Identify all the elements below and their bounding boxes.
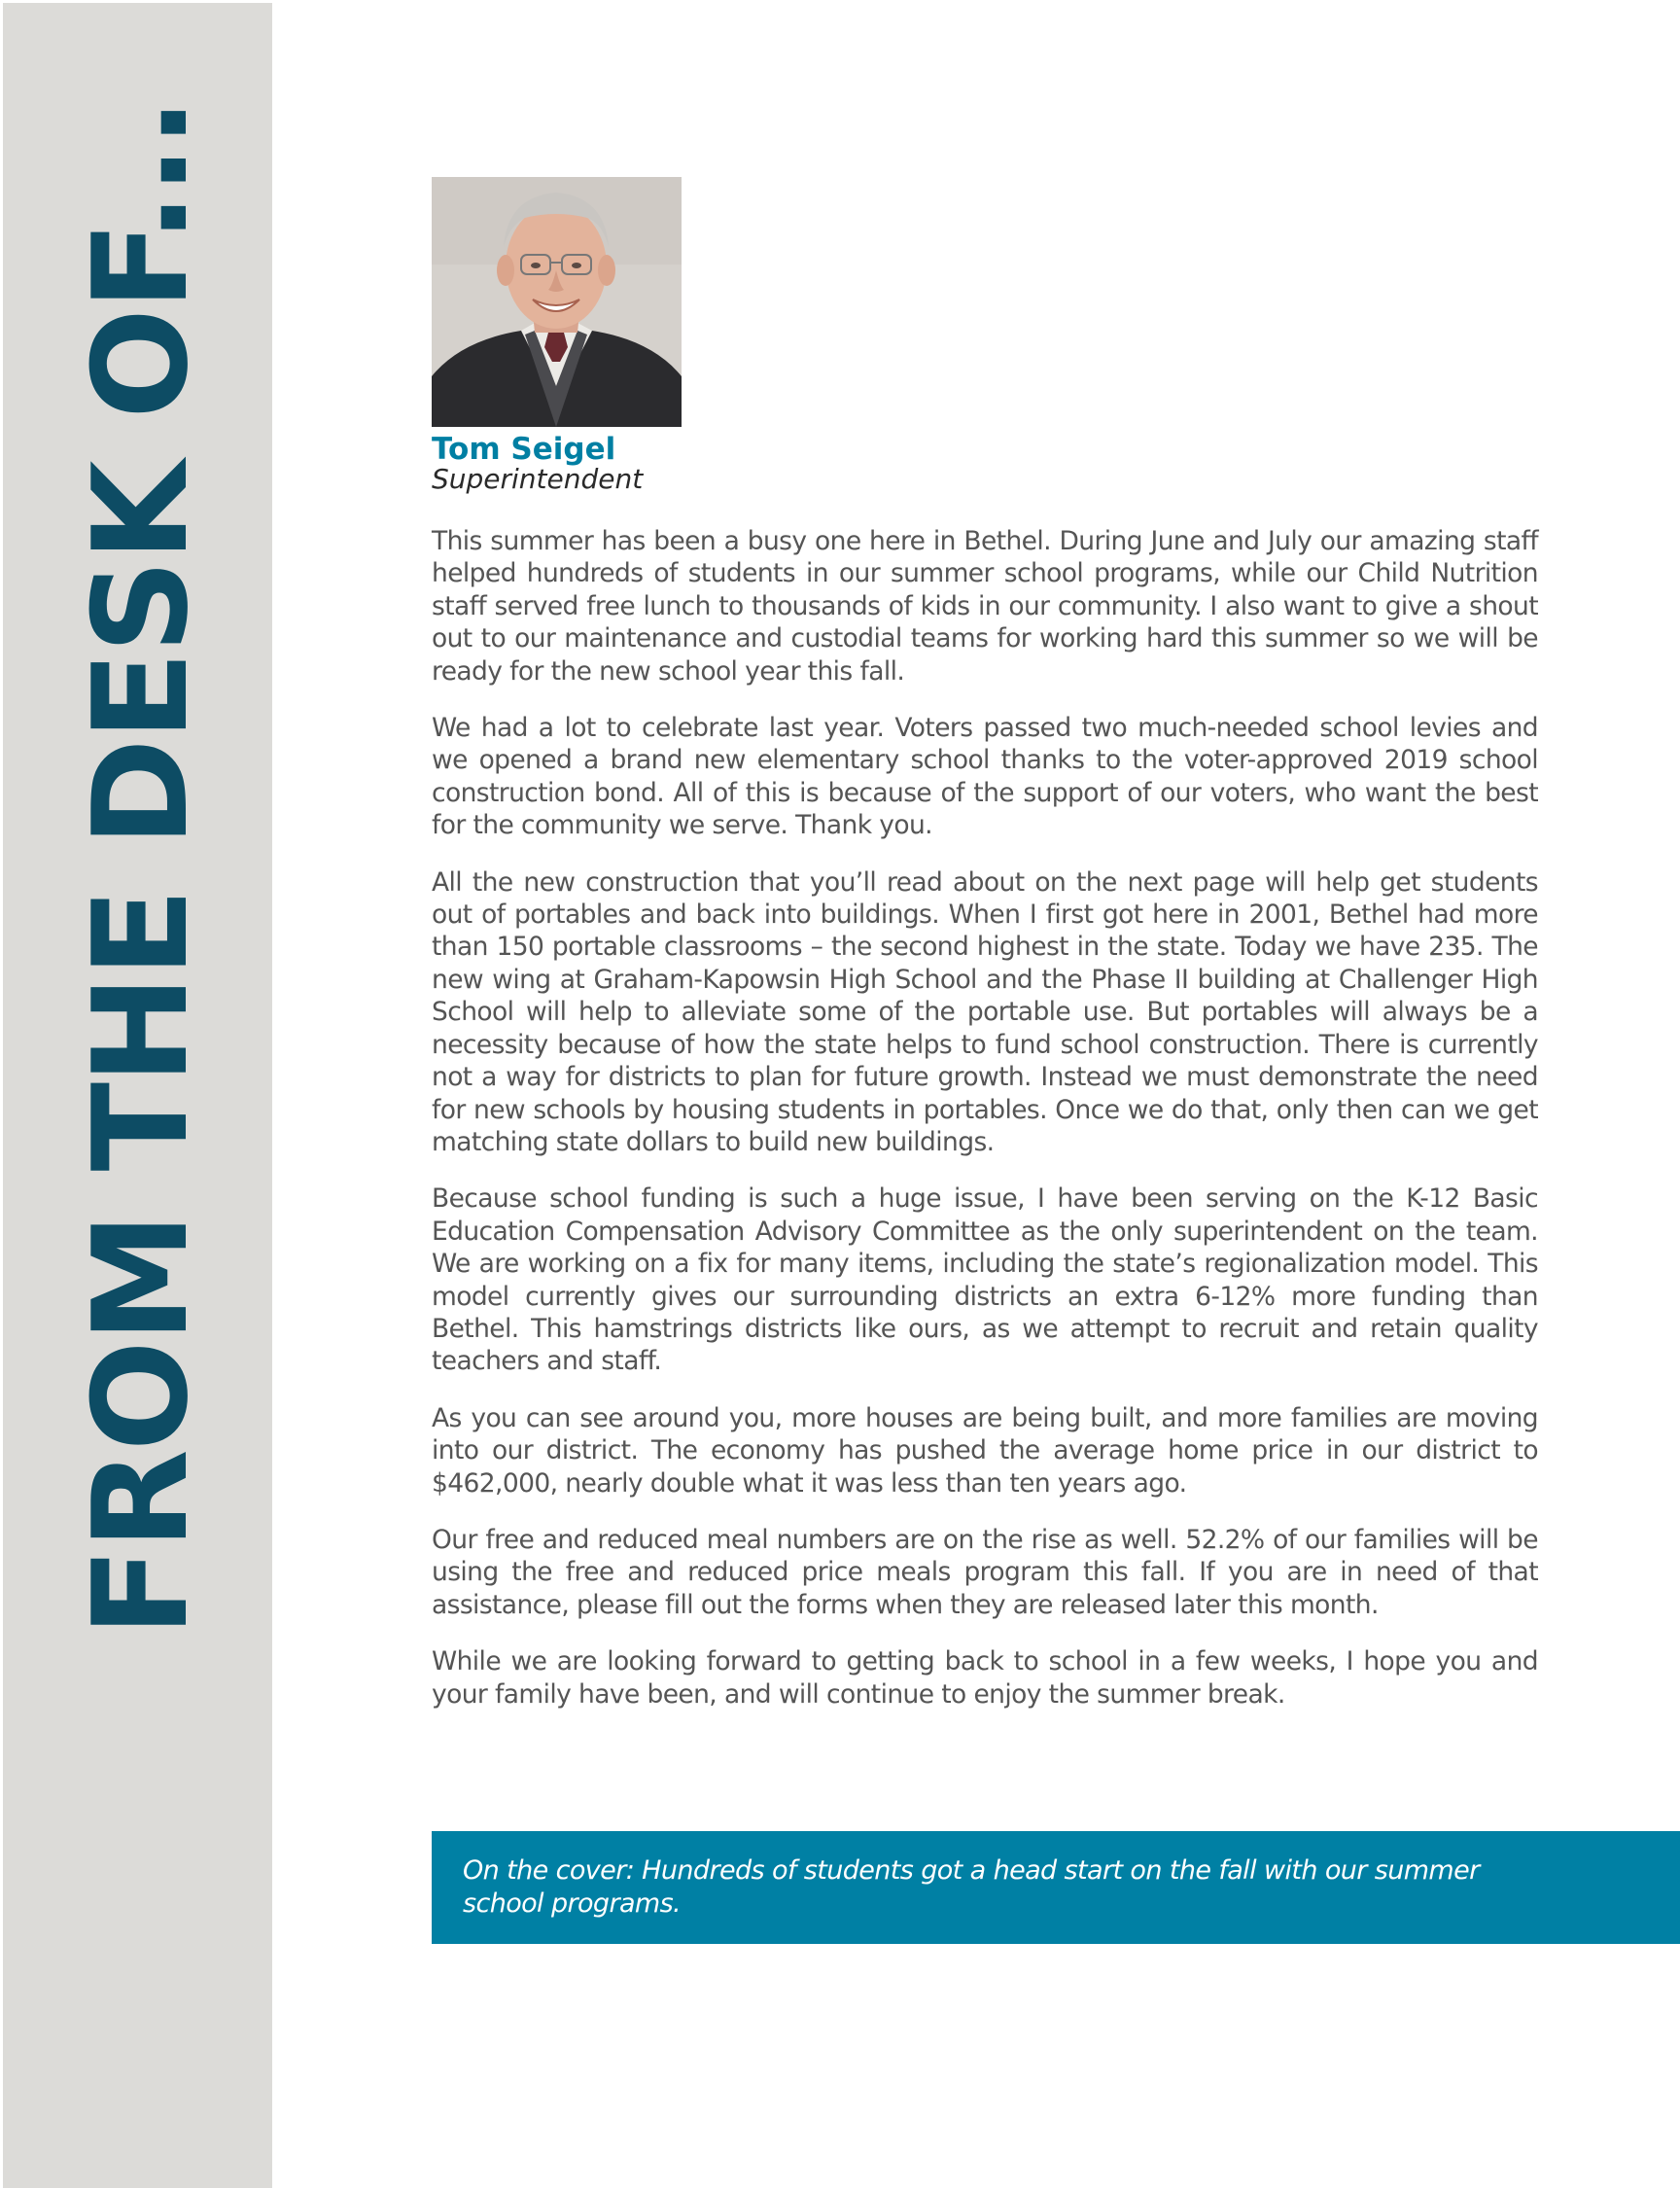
letter-paragraph: All the new construction that you’ll read about on the next page will help get students out of portables and back into buildings. When I first got here in 2001, Bethel had more than 150 portable classrooms – the second highest in the state. Today we have 235. The new wing at Graham-Kapowsin High School and the Phase II building at Challenger High School will help to alleviate some of the portable use. But portables will always be a necessity because of how the state helps to fund school construction. There is currently not a way for districts to plan for future growth. Instead we must demonstrate the need for new schools by housing students in portables. Once we do that, only then can we get matching state dollars to build new buildings. [432,866,1538,1157]
letter-paragraph: This summer has been a busy one here in Bethel. During June and July our amazing staff helped hundreds of students in our summer school programs, while our Child Nutrition staff served free lunch to thousands of kids in our community. I also want to give a shout out to our maintenance and custodial teams for working hard this summer so we will be ready for the new school year this fall. [432,526,1538,687]
author-portrait-image [432,177,682,427]
sidebar [3,3,272,2188]
author-name: Tom Seigel [432,432,616,467]
letter-paragraph: We had a lot to celebrate last year. Voters passed two much-needed school levies and we opened a brand new elementary school thanks to the voter-approved 2019 school construction bond. All of this is because of the support of our voters, who want the best for the community we serve. Thank you. [432,713,1538,841]
letter-body [432,525,1538,1735]
letter-paragraph: Because school funding is such a huge issue, I have been serving on the K-12 Basic Education Compensation Advisory Committee as the only superintendent on the team. We are working on a fix for many items, including the state’s regionalization model. This model currently gives our surrounding districts an extra 6-12% more funding than Bethel. This hamstrings districts like ours, as we attempt to recruit and retain quality teachers and staff. [432,1183,1538,1377]
letter-paragraph: While we are looking forward to getting back to school in a few weeks, I hope you and your family have been, and will continue to enjoy the summer break. [432,1646,1538,1710]
author-photo [432,177,682,427]
cover-note-text: On the cover: Hundreds of students got a head start on the fall with our summer school programs. [463,1855,1480,1919]
letter-paragraph: Our free and reduced meal numbers are on the rise as well. 52.2% of our families will be using the free and reduced price meals program this fall. If you are in need of that assistance, please fill out the forms when they are released later this month. [432,1524,1538,1620]
cover-note-banner [432,1831,1680,1944]
sidebar-title: FROM THE DESK OF... [65,99,217,1637]
author-role: Superintendent [432,463,644,495]
letter-paragraph: As you can see around you, more houses are being built, and more families are moving into our district. The economy has pushed the average home price in our district to $462,000, nearly double what it was less than ten years ago. [432,1402,1538,1499]
